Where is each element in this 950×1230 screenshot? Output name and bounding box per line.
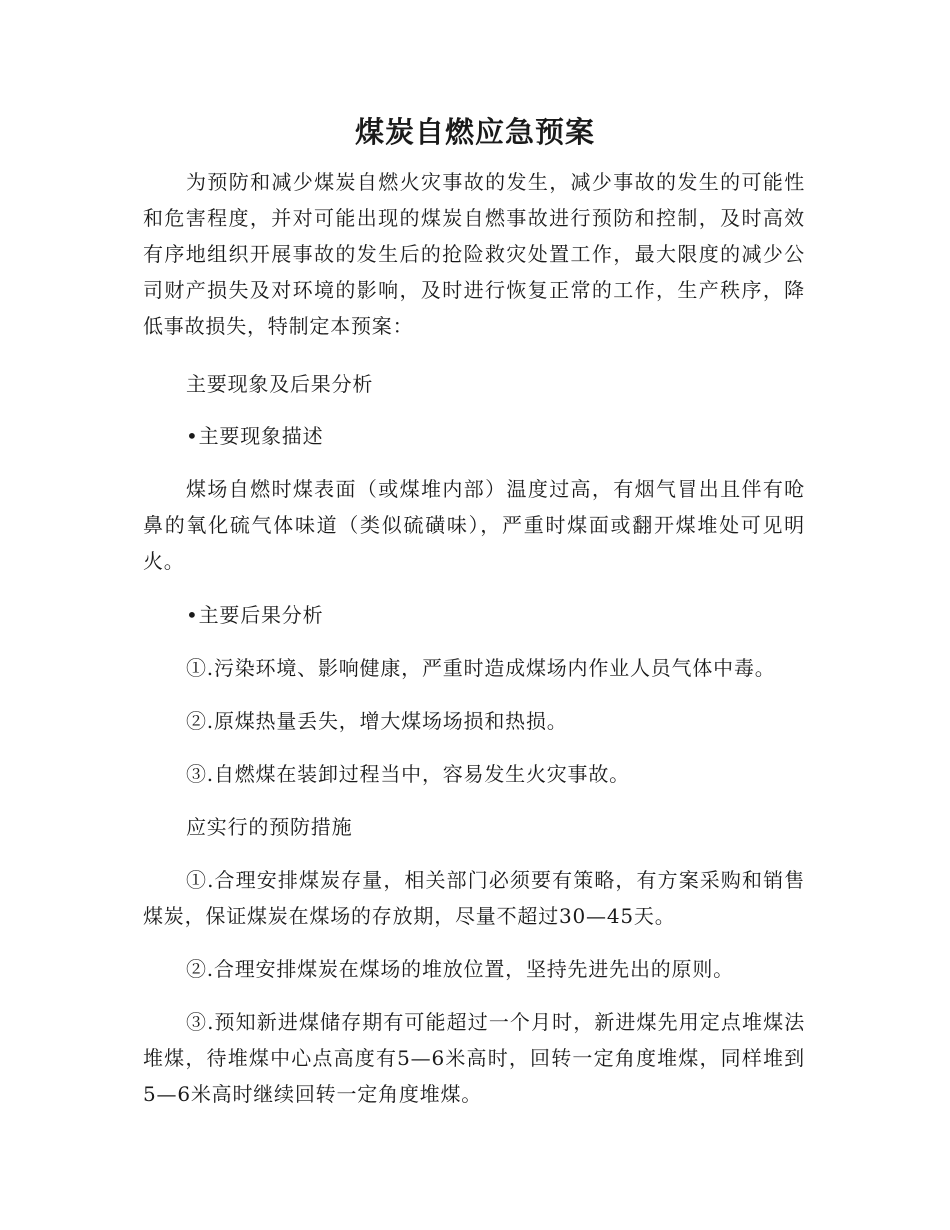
document-title: 煤炭自燃应急预案 (354, 115, 595, 149)
measure-item-3: ③.预知新进煤储存期有可能超过一个月时，新进煤先用定点堆煤法堆煤，待堆煤中心点高度有5—6米高时，回转一定角度堆煤，同样堆到5—6米高时继续回转一定角度堆煤。 (143, 1010, 805, 1106)
intro-paragraph: 为预防和减少煤炭自燃火灾事故的发生，减少事故的发生的可能性和危害程度，并对可能出现的煤炭自燃事故进行预防和控制，及时高效有序地组织开展事故的发生后的抢险救灾处置工作，最大限度的减少公司财产损失及对环境的影响，及时进行恢复正常的工作，生产秩序，降低事故损失，特制定本预案： (143, 170, 805, 338)
bullet-heading-phenomena: •主要现象描述 (186, 424, 324, 448)
consequence-item-1: ①.污染环境、影响健康，严重时造成煤场内作业人员气体中毒。 (186, 656, 776, 680)
measure-item-2: ②.合理安排煤炭在煤场的堆放位置，坚持先进先出的原则。 (186, 957, 734, 981)
consequence-item-2: ②.原煤热量丢失，增大煤场场损和热损。 (186, 709, 568, 733)
measure-item-1: ①.合理安排煤炭存量，相关部门必须要有策略，有方案采购和销售煤炭，保证煤炭在煤场的存放期，尽量不超过30—45天。 (143, 868, 805, 928)
section-heading-phenomena-consequences: 主要现象及后果分析 (186, 372, 374, 396)
consequence-item-3: ③.自燃煤在装卸过程当中，容易发生火灾事故。 (186, 762, 630, 786)
section-heading-preventive-measures: 应实行的预防措施 (186, 815, 353, 839)
bullet-heading-consequences: •主要后果分析 (186, 603, 324, 627)
phenomenon-paragraph: 煤场自燃时煤表面（或煤堆内部）温度过高，有烟气冒出且伴有呛鼻的氧化硫气体味道（类似硫磺味），严重时煤面或翻开煤堆处可见明火。 (143, 477, 805, 573)
